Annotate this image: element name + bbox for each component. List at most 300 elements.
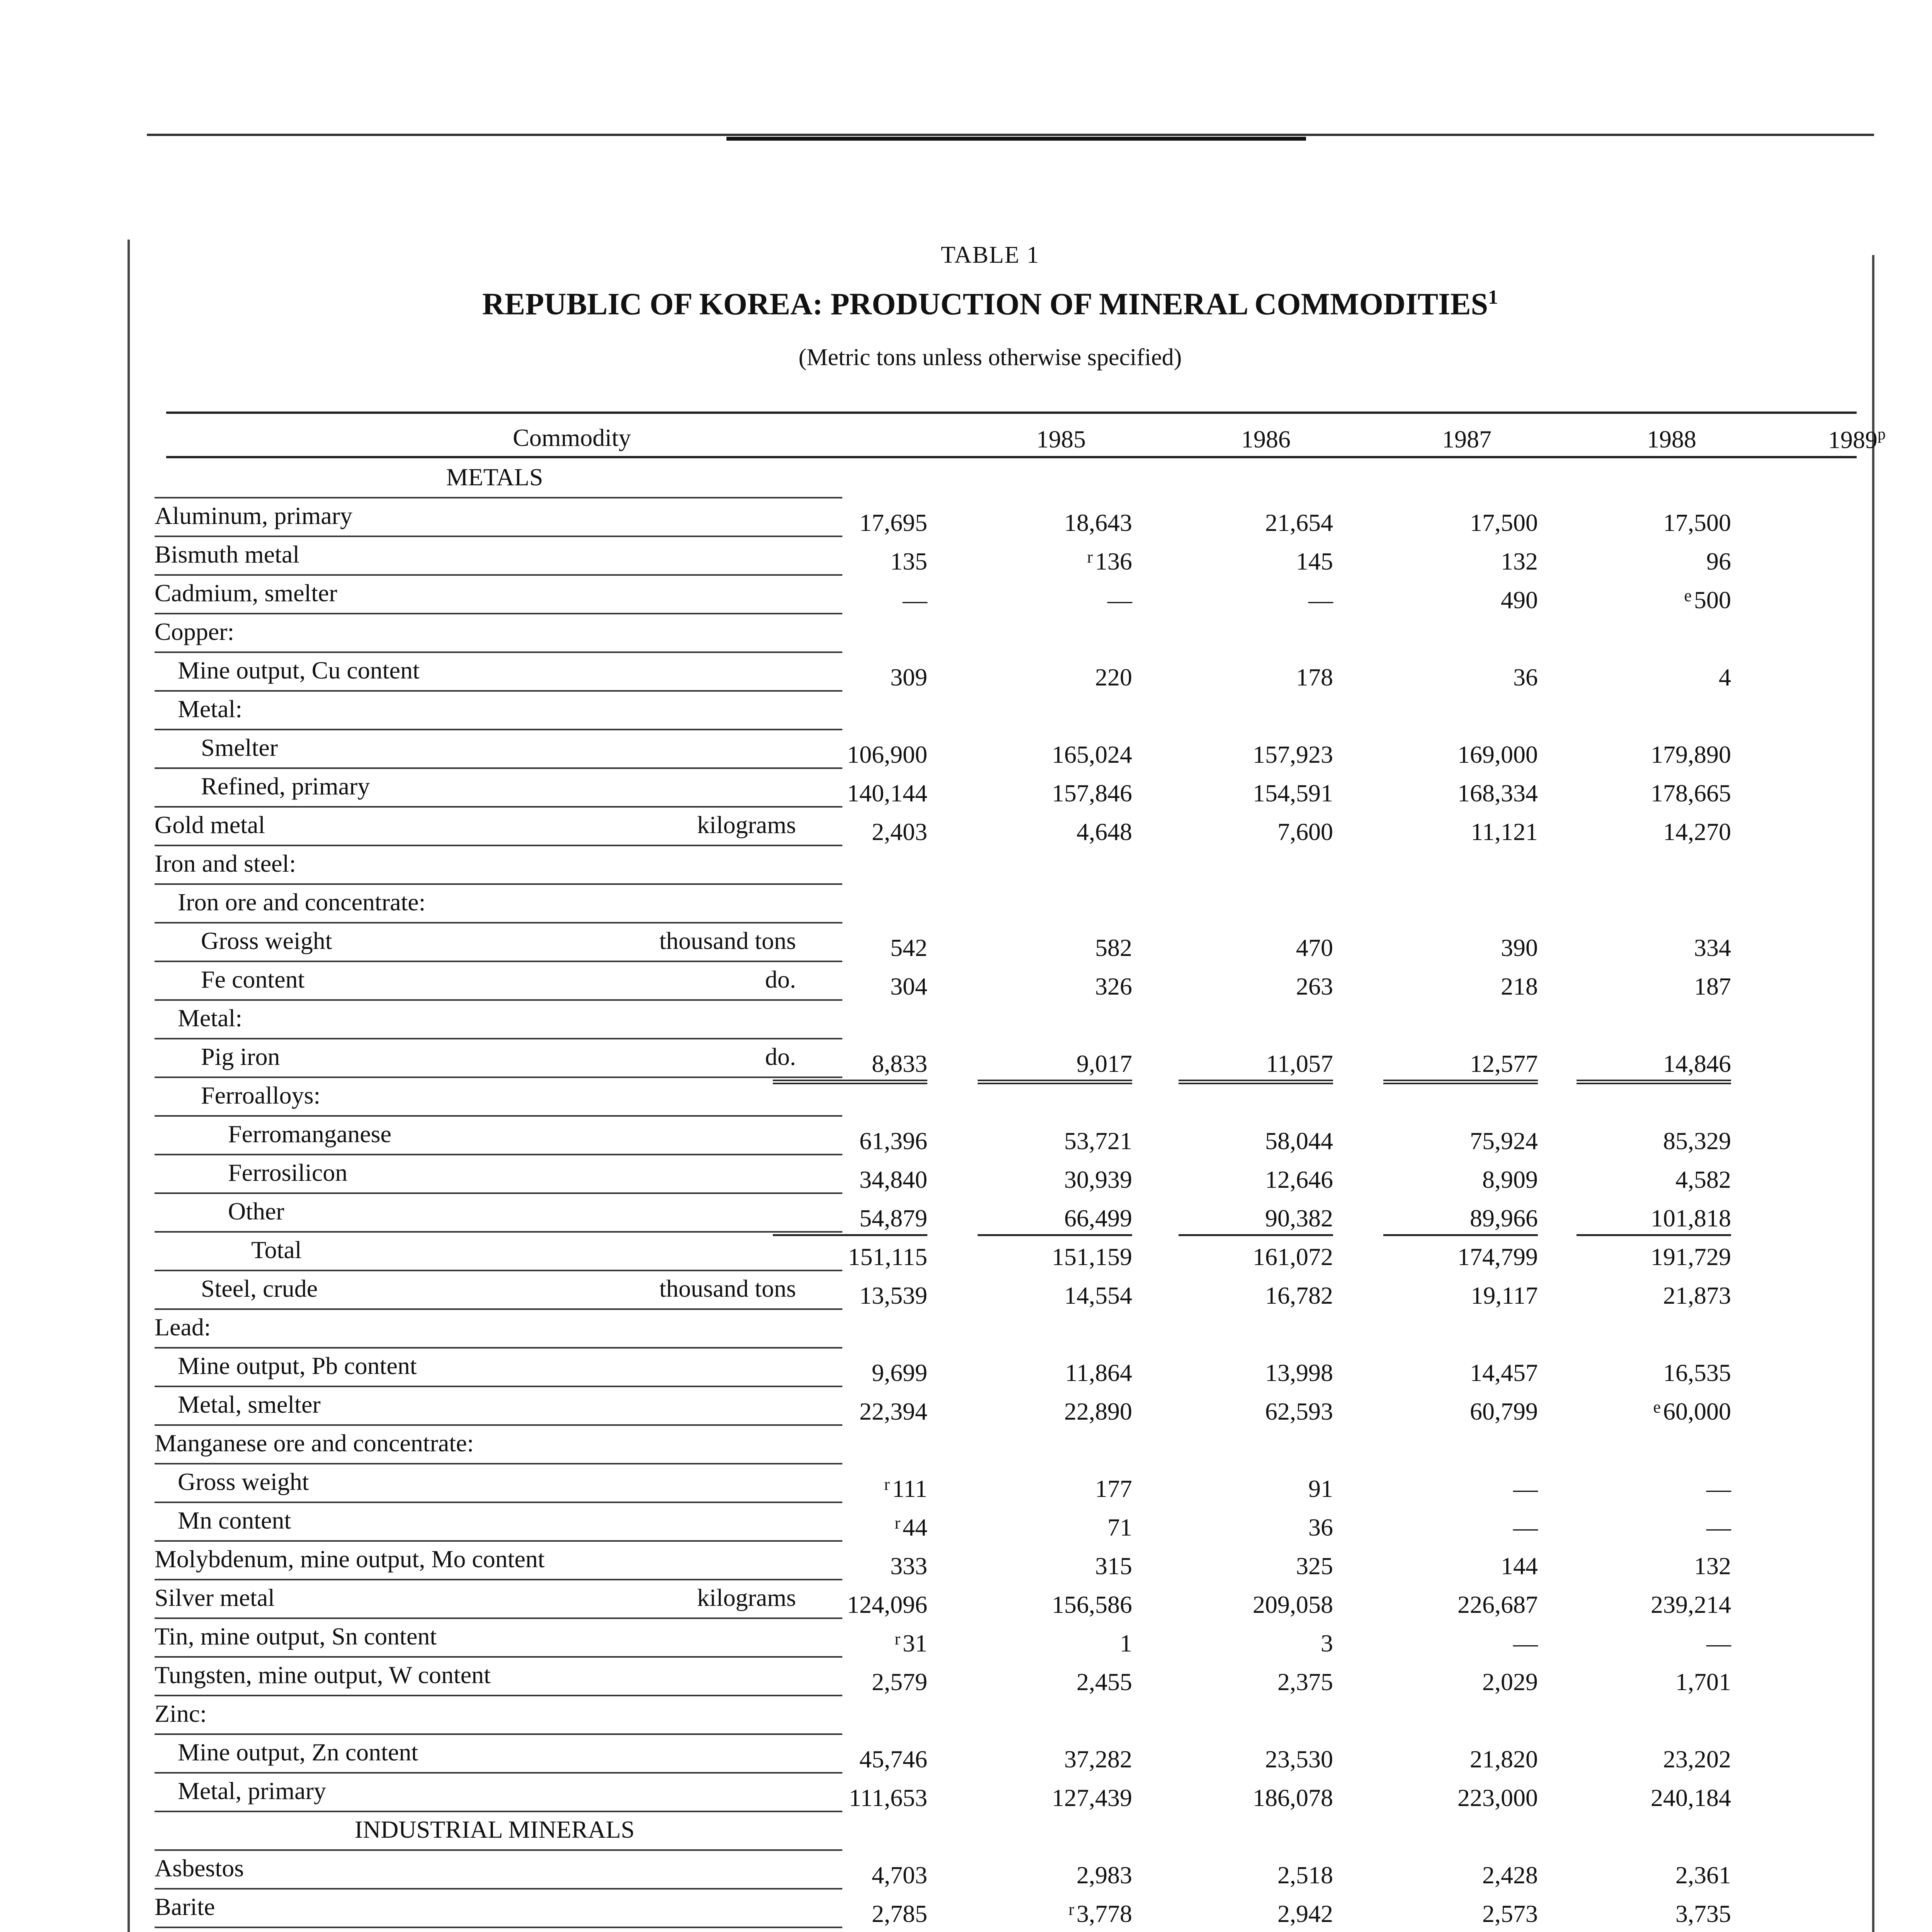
value-cell-1985 <box>773 1900 927 1928</box>
header-year-1985: 1985 <box>1036 425 1086 453</box>
value-text: 37,282 <box>1064 1745 1132 1773</box>
value-cell-1988 <box>1383 1590 1538 1619</box>
value-cell-1985 <box>773 1397 927 1426</box>
value-text: 135 <box>890 548 927 575</box>
value-text: 390 <box>1501 934 1538 961</box>
value-cell-1988 <box>1383 972 1538 1001</box>
value-cell-1988 <box>1383 1281 1538 1310</box>
value-cell-1988 <box>1383 586 1538 614</box>
value-text: 179,890 <box>1651 741 1731 768</box>
table-subtitle: (Metric tons unless otherwise specified) <box>798 344 1182 371</box>
value-text: 2,573 <box>1482 1900 1538 1927</box>
value-cell-1987 <box>1179 1513 1333 1542</box>
commodity-label: Tin, mine output, Sn content <box>155 1622 437 1650</box>
value-text: 71 <box>1107 1514 1132 1541</box>
estimated-mark: e <box>1653 1398 1661 1417</box>
value-cell-1989 <box>1577 586 1731 614</box>
revised-mark: r <box>895 1514 900 1532</box>
value-text: 30,939 <box>1064 1166 1132 1193</box>
value-text: 165,024 <box>1052 741 1132 768</box>
value-cell-1989 <box>1577 1590 1731 1619</box>
value-text: 36 <box>1308 1514 1333 1541</box>
value-text: 23,202 <box>1663 1745 1731 1773</box>
value-cell-1989 <box>1577 1629 1731 1658</box>
value-cell-1986 <box>978 1552 1132 1580</box>
value-cell-1987 <box>1179 547 1333 576</box>
value-cell-1987 <box>1179 972 1333 1001</box>
table-row <box>155 1310 1862 1349</box>
value-cell-1987 <box>1179 1165 1333 1194</box>
commodity-label: Metal, smelter <box>178 1391 321 1418</box>
value-text: 106,900 <box>847 741 927 768</box>
value-cell-1985 <box>773 663 927 692</box>
commodity-label: Cadmium, smelter <box>155 579 337 607</box>
value-text: — <box>1513 1514 1538 1541</box>
commodity-label: Fe content <box>201 966 305 993</box>
value-text: 62,593 <box>1265 1398 1333 1425</box>
value-text: 132 <box>1501 548 1538 575</box>
commodity-label: Iron ore and concentrate: <box>178 888 426 916</box>
table-row <box>155 1889 1862 1928</box>
value-cell-1985 <box>773 1629 927 1658</box>
table-row <box>155 1039 1862 1078</box>
value-cell-1989 <box>1577 1281 1731 1310</box>
value-text: 90,382 <box>1265 1204 1333 1232</box>
commodity-label: Gross weight <box>178 1468 309 1495</box>
header-year-1987: 1987 <box>1442 425 1492 453</box>
table-row <box>155 1387 1862 1426</box>
value-text: 144 <box>1501 1552 1538 1580</box>
value-cell-1987 <box>1179 586 1333 614</box>
value-cell-1987 <box>1179 1668 1333 1696</box>
value-cell-1988 <box>1383 1668 1538 1696</box>
value-cell-1986 <box>978 1359 1132 1387</box>
value-text: 2,403 <box>872 818 927 845</box>
table-row <box>155 962 1862 1001</box>
value-text: 21,654 <box>1265 509 1333 536</box>
value-text: 22,890 <box>1064 1398 1132 1425</box>
unit-label: do. <box>765 966 796 993</box>
value-text: 75,924 <box>1470 1127 1538 1155</box>
value-cell-1986 <box>978 1165 1132 1194</box>
value-cell-1986 <box>978 740 1132 769</box>
estimated-mark: e <box>1684 586 1692 605</box>
value-cell-1985 <box>773 1745 927 1774</box>
value-text: 2,361 <box>1675 1861 1731 1889</box>
unit-label: thousand tons <box>659 927 796 954</box>
header-commodity: Commodity <box>513 424 631 451</box>
value-cell-1987 <box>1179 1359 1333 1387</box>
value-text: 154,591 <box>1253 779 1333 807</box>
value-text: 1 <box>1120 1629 1132 1657</box>
page-top-rule-bold <box>726 137 1306 141</box>
value-cell-1986 <box>978 779 1132 808</box>
table-row <box>155 1774 1862 1812</box>
value-cell-1985 <box>773 1281 927 1310</box>
value-text: 18,643 <box>1064 509 1132 536</box>
value-cell-1989 <box>1577 1745 1731 1774</box>
table-row <box>155 1464 1862 1503</box>
value-text: 9,017 <box>1077 1050 1132 1077</box>
value-text: 169,000 <box>1458 741 1538 768</box>
table-row <box>155 846 1862 885</box>
table-row <box>155 1928 1862 1932</box>
value-cell-1989 <box>1577 1397 1731 1426</box>
value-text: 218 <box>1501 973 1538 1000</box>
value-text: 14,270 <box>1663 818 1731 845</box>
value-cell-1988 <box>1383 818 1538 846</box>
commodity-label: Tungsten, mine output, W content <box>155 1661 491 1689</box>
value-text: 304 <box>890 973 927 1000</box>
value-cell-1988 <box>1383 1127 1538 1155</box>
section-heading-row <box>155 460 1862 498</box>
value-text: 14,554 <box>1064 1282 1132 1309</box>
value-text: 240,184 <box>1651 1784 1731 1811</box>
value-cell-1985 <box>773 509 927 537</box>
value-text: — <box>1513 1475 1538 1502</box>
value-text: 31 <box>903 1629 927 1657</box>
table-row <box>155 1001 1862 1039</box>
value-cell-1985 <box>773 934 927 962</box>
value-cell-1985 <box>773 1590 927 1619</box>
value-text: 156,586 <box>1052 1591 1132 1618</box>
commodity-label: Iron and steel: <box>155 850 296 877</box>
table-row <box>155 576 1862 614</box>
value-cell-1987 <box>1179 1861 1333 1889</box>
commodity-label: Gold metal <box>155 811 265 838</box>
value-cell-1985 <box>773 586 927 614</box>
value-cell-1986 <box>978 586 1132 614</box>
value-cell-1988 <box>1383 740 1538 769</box>
value-cell-1985 <box>773 1243 927 1271</box>
value-cell-1987 <box>1179 934 1333 962</box>
value-text: 21,873 <box>1663 1282 1731 1309</box>
commodity-label: Mine output, Zn content <box>178 1738 418 1766</box>
value-text: 582 <box>1095 934 1132 961</box>
value-cell-1988 <box>1383 1204 1538 1236</box>
value-cell-1989 <box>1577 934 1731 962</box>
commodity-label: Barite <box>155 1893 215 1920</box>
value-text: 151,159 <box>1052 1243 1132 1270</box>
value-text: 11,057 <box>1266 1050 1333 1077</box>
table-row <box>155 1735 1862 1774</box>
value-cell-1985 <box>773 1204 927 1236</box>
commodity-label: Molybdenum, mine output, Mo content <box>155 1545 545 1573</box>
value-text: 54,879 <box>859 1204 927 1232</box>
table-row <box>155 1696 1862 1735</box>
value-text: 21,820 <box>1470 1745 1538 1773</box>
value-text: — <box>1308 586 1333 614</box>
value-cell-1988 <box>1383 779 1538 808</box>
table-row <box>155 769 1862 808</box>
commodity-label: Metal, primary <box>178 1777 326 1804</box>
value-text: 3,778 <box>1077 1900 1132 1927</box>
value-cell-1985 <box>773 1552 927 1580</box>
value-text: 470 <box>1296 934 1333 961</box>
value-cell-1986 <box>978 1861 1132 1889</box>
value-cell-1986 <box>978 1513 1132 1542</box>
commodity-label: Ferromanganese <box>228 1120 391 1148</box>
value-cell-1987 <box>1179 1281 1333 1310</box>
table-row <box>155 1851 1862 1889</box>
value-text: 2,579 <box>872 1668 927 1696</box>
value-text: 16,782 <box>1265 1282 1333 1309</box>
unit-label: kilograms <box>697 1584 796 1611</box>
table-row <box>155 1426 1862 1464</box>
value-cell-1988 <box>1383 1552 1538 1580</box>
value-cell-1989 <box>1577 1359 1731 1387</box>
commodity-label: Lead: <box>155 1313 211 1341</box>
table-row <box>155 1233 1862 1271</box>
value-cell-1985 <box>773 1668 927 1696</box>
value-cell-1986 <box>978 972 1132 1001</box>
table-row <box>155 1078 1862 1117</box>
value-cell-1987 <box>1179 509 1333 537</box>
value-text: 96 <box>1706 548 1731 575</box>
title-footnote-mark: 1 <box>1488 286 1498 308</box>
value-text: 36 <box>1513 663 1538 691</box>
value-text: 44 <box>903 1514 927 1541</box>
value-text: 60,000 <box>1663 1398 1731 1425</box>
value-cell-1986 <box>978 509 1132 537</box>
value-cell-1988 <box>1383 934 1538 962</box>
commodity-label: Bismuth metal <box>155 541 300 568</box>
commodity-label: Copper: <box>155 618 235 645</box>
value-cell-1986 <box>978 818 1132 846</box>
value-cell-1987 <box>1179 779 1333 808</box>
value-text: 315 <box>1095 1552 1132 1580</box>
table-row <box>155 1503 1862 1542</box>
value-cell-1988 <box>1383 1784 1538 1812</box>
value-text: 2,029 <box>1482 1668 1538 1696</box>
value-cell-1986 <box>978 1281 1132 1310</box>
header-year-1988: 1988 <box>1647 425 1696 453</box>
value-text: 157,846 <box>1052 779 1132 807</box>
table-row <box>155 1117 1862 1155</box>
table-number: TABLE 1 <box>940 242 1040 268</box>
value-text: 1,701 <box>1675 1668 1731 1696</box>
value-text: 91 <box>1308 1475 1333 1502</box>
unit-label: thousand tons <box>659 1275 796 1302</box>
value-cell-1988 <box>1383 1165 1538 1194</box>
value-text: — <box>1513 1629 1538 1657</box>
value-cell-1986 <box>978 1475 1132 1503</box>
value-cell-1987 <box>1179 1475 1333 1503</box>
unit-label: do. <box>765 1043 796 1070</box>
value-cell-1988 <box>1383 1900 1538 1928</box>
value-text: 3,735 <box>1675 1900 1731 1927</box>
revised-mark: r <box>884 1475 890 1494</box>
value-text: 542 <box>890 934 927 961</box>
value-text: 151,115 <box>848 1243 927 1270</box>
value-cell-1988 <box>1383 1243 1538 1271</box>
table-row <box>155 885 1862 923</box>
value-cell-1985 <box>773 740 927 769</box>
value-cell-1988 <box>1383 1629 1538 1658</box>
value-text: 209,058 <box>1253 1591 1333 1618</box>
value-text: 161,072 <box>1253 1243 1333 1270</box>
value-text: 263 <box>1296 973 1333 1000</box>
value-cell-1989 <box>1577 509 1731 537</box>
value-text: 66,499 <box>1064 1204 1132 1232</box>
value-cell-1986 <box>978 663 1132 692</box>
value-cell-1988 <box>1383 1513 1538 1542</box>
value-text: 13,998 <box>1265 1359 1333 1386</box>
value-text: 157,923 <box>1253 741 1333 768</box>
header-year-1989 <box>1739 425 1886 454</box>
value-text: 14,457 <box>1470 1359 1538 1386</box>
value-text: 61,396 <box>859 1127 927 1155</box>
value-text: 145 <box>1296 548 1333 575</box>
table-row <box>155 537 1862 576</box>
value-text: 45,746 <box>859 1745 927 1773</box>
table-row <box>155 923 1862 962</box>
value-cell-1987 <box>1179 1629 1333 1658</box>
preliminary-mark: p <box>1878 425 1886 443</box>
table-header <box>166 421 1886 456</box>
value-cell-1987 <box>1179 818 1333 846</box>
value-cell-1985 <box>773 1127 927 1155</box>
value-text: 2,785 <box>872 1900 927 1927</box>
header-bottom-rule <box>166 456 1857 458</box>
value-text: 14,846 <box>1663 1050 1731 1077</box>
value-text: 334 <box>1694 934 1731 961</box>
value-text: — <box>1706 1514 1731 1541</box>
value-cell-1986 <box>978 1243 1132 1271</box>
value-text: 226,687 <box>1458 1591 1538 1618</box>
value-cell-1986 <box>978 1397 1132 1426</box>
table-top-rule <box>166 412 1857 414</box>
value-text: 60,799 <box>1470 1398 1538 1425</box>
commodity-label: Metal: <box>178 1004 243 1032</box>
value-text: 177 <box>1095 1475 1132 1502</box>
value-text: 325 <box>1296 1552 1333 1580</box>
value-text: — <box>1706 1629 1731 1657</box>
value-cell-1985 <box>773 547 927 576</box>
value-text: 11,121 <box>1471 818 1538 845</box>
commodity-label: Gross weight <box>201 927 332 954</box>
value-text: 23,530 <box>1265 1745 1333 1773</box>
value-cell-1987 <box>1179 1784 1333 1812</box>
revised-mark: r <box>895 1629 900 1648</box>
value-text: 17,500 <box>1470 509 1538 536</box>
value-text: 34,840 <box>859 1166 927 1193</box>
value-text: — <box>903 586 927 614</box>
value-cell-1985 <box>773 1513 927 1542</box>
value-text: 2,518 <box>1277 1861 1333 1889</box>
table-row <box>155 730 1862 769</box>
commodity-label: Asbestos <box>155 1854 244 1882</box>
value-text: 8,909 <box>1482 1166 1538 1193</box>
value-cell-1985 <box>773 779 927 808</box>
commodity-label: Silver metal <box>155 1584 275 1611</box>
value-cell-1985 <box>773 1475 927 1503</box>
value-cell-1989 <box>1577 547 1731 576</box>
header-year-1986: 1986 <box>1241 425 1291 453</box>
value-text: 132 <box>1694 1552 1731 1580</box>
commodity-label: Zinc: <box>155 1700 207 1727</box>
page-top-rule <box>147 134 1874 136</box>
value-text: 17,500 <box>1663 509 1731 536</box>
value-cell-1989 <box>1577 779 1731 808</box>
value-text: 178,665 <box>1651 779 1731 807</box>
value-text: 326 <box>1095 973 1132 1000</box>
value-cell-1989 <box>1577 1861 1731 1889</box>
value-cell-1988 <box>1383 1745 1538 1774</box>
table-title-text: REPUBLIC OF KOREA: PRODUCTION OF MINERAL COMMODITIES <box>482 287 1488 321</box>
value-text: 500 <box>1694 586 1731 614</box>
value-text: — <box>1706 1475 1731 1502</box>
right-margin-line <box>1872 255 1874 1932</box>
value-cell-1989 <box>1577 1127 1731 1155</box>
value-cell-1986 <box>978 1204 1132 1236</box>
value-text: 3 <box>1321 1629 1333 1657</box>
value-text: 2,983 <box>1077 1861 1132 1889</box>
value-text: 89,966 <box>1470 1204 1538 1232</box>
value-text: 178 <box>1296 663 1333 691</box>
commodity-label: Pig iron <box>201 1043 280 1070</box>
value-cell-1986 <box>978 1127 1132 1155</box>
value-cell-1986 <box>978 1900 1132 1928</box>
value-text: 140,144 <box>847 779 927 807</box>
value-cell-1988 <box>1383 1359 1538 1387</box>
value-cell-1989 <box>1577 1204 1731 1236</box>
value-text: 127,439 <box>1052 1784 1132 1811</box>
value-cell-1985 <box>773 972 927 1001</box>
table-row <box>155 1580 1862 1619</box>
value-cell-1987 <box>1179 1900 1333 1928</box>
commodity-label: Smelter <box>201 734 278 761</box>
value-cell-1987 <box>1179 1204 1333 1236</box>
value-cell-1989 <box>1577 1513 1731 1542</box>
commodity-label: Mine output, Cu content <box>178 656 420 684</box>
commodity-label: Ferrosilicon <box>228 1159 348 1186</box>
value-cell-1986 <box>978 1745 1132 1774</box>
value-text: 16,535 <box>1663 1359 1731 1386</box>
table-row <box>155 653 1862 692</box>
table-row <box>155 1542 1862 1580</box>
commodity-label: Total <box>251 1236 302 1264</box>
section-heading: METALS <box>446 463 543 491</box>
value-text: 17,695 <box>859 509 927 536</box>
commodity-label: Refined, primary <box>201 772 370 800</box>
revised-mark: r <box>1068 1900 1074 1919</box>
value-text: 136 <box>1095 548 1132 575</box>
value-text: 2,428 <box>1482 1861 1538 1889</box>
value-cell-1987 <box>1179 1243 1333 1271</box>
value-text: 12,577 <box>1470 1050 1538 1077</box>
value-text: 58,044 <box>1265 1127 1333 1155</box>
value-cell-1988 <box>1383 1475 1538 1503</box>
value-cell-1986 <box>978 1784 1132 1812</box>
value-text: 168,334 <box>1458 779 1538 807</box>
section-heading-row <box>155 1812 1862 1851</box>
value-text: 187 <box>1694 973 1731 1000</box>
header-year-1989-text: 1989 <box>1828 426 1878 454</box>
value-cell-1988 <box>1383 1861 1538 1889</box>
value-text: 2,455 <box>1077 1668 1132 1696</box>
value-text: 4,648 <box>1077 818 1132 845</box>
table-row <box>155 692 1862 730</box>
value-text: 22,394 <box>859 1398 927 1425</box>
value-text: 4,582 <box>1675 1166 1731 1193</box>
value-cell-1985 <box>773 1861 927 1889</box>
table-row <box>155 1194 1862 1233</box>
commodity-label: Metal: <box>178 695 243 723</box>
table-row <box>155 1271 1862 1310</box>
value-text: 186,078 <box>1253 1784 1333 1811</box>
table-row <box>155 1349 1862 1387</box>
